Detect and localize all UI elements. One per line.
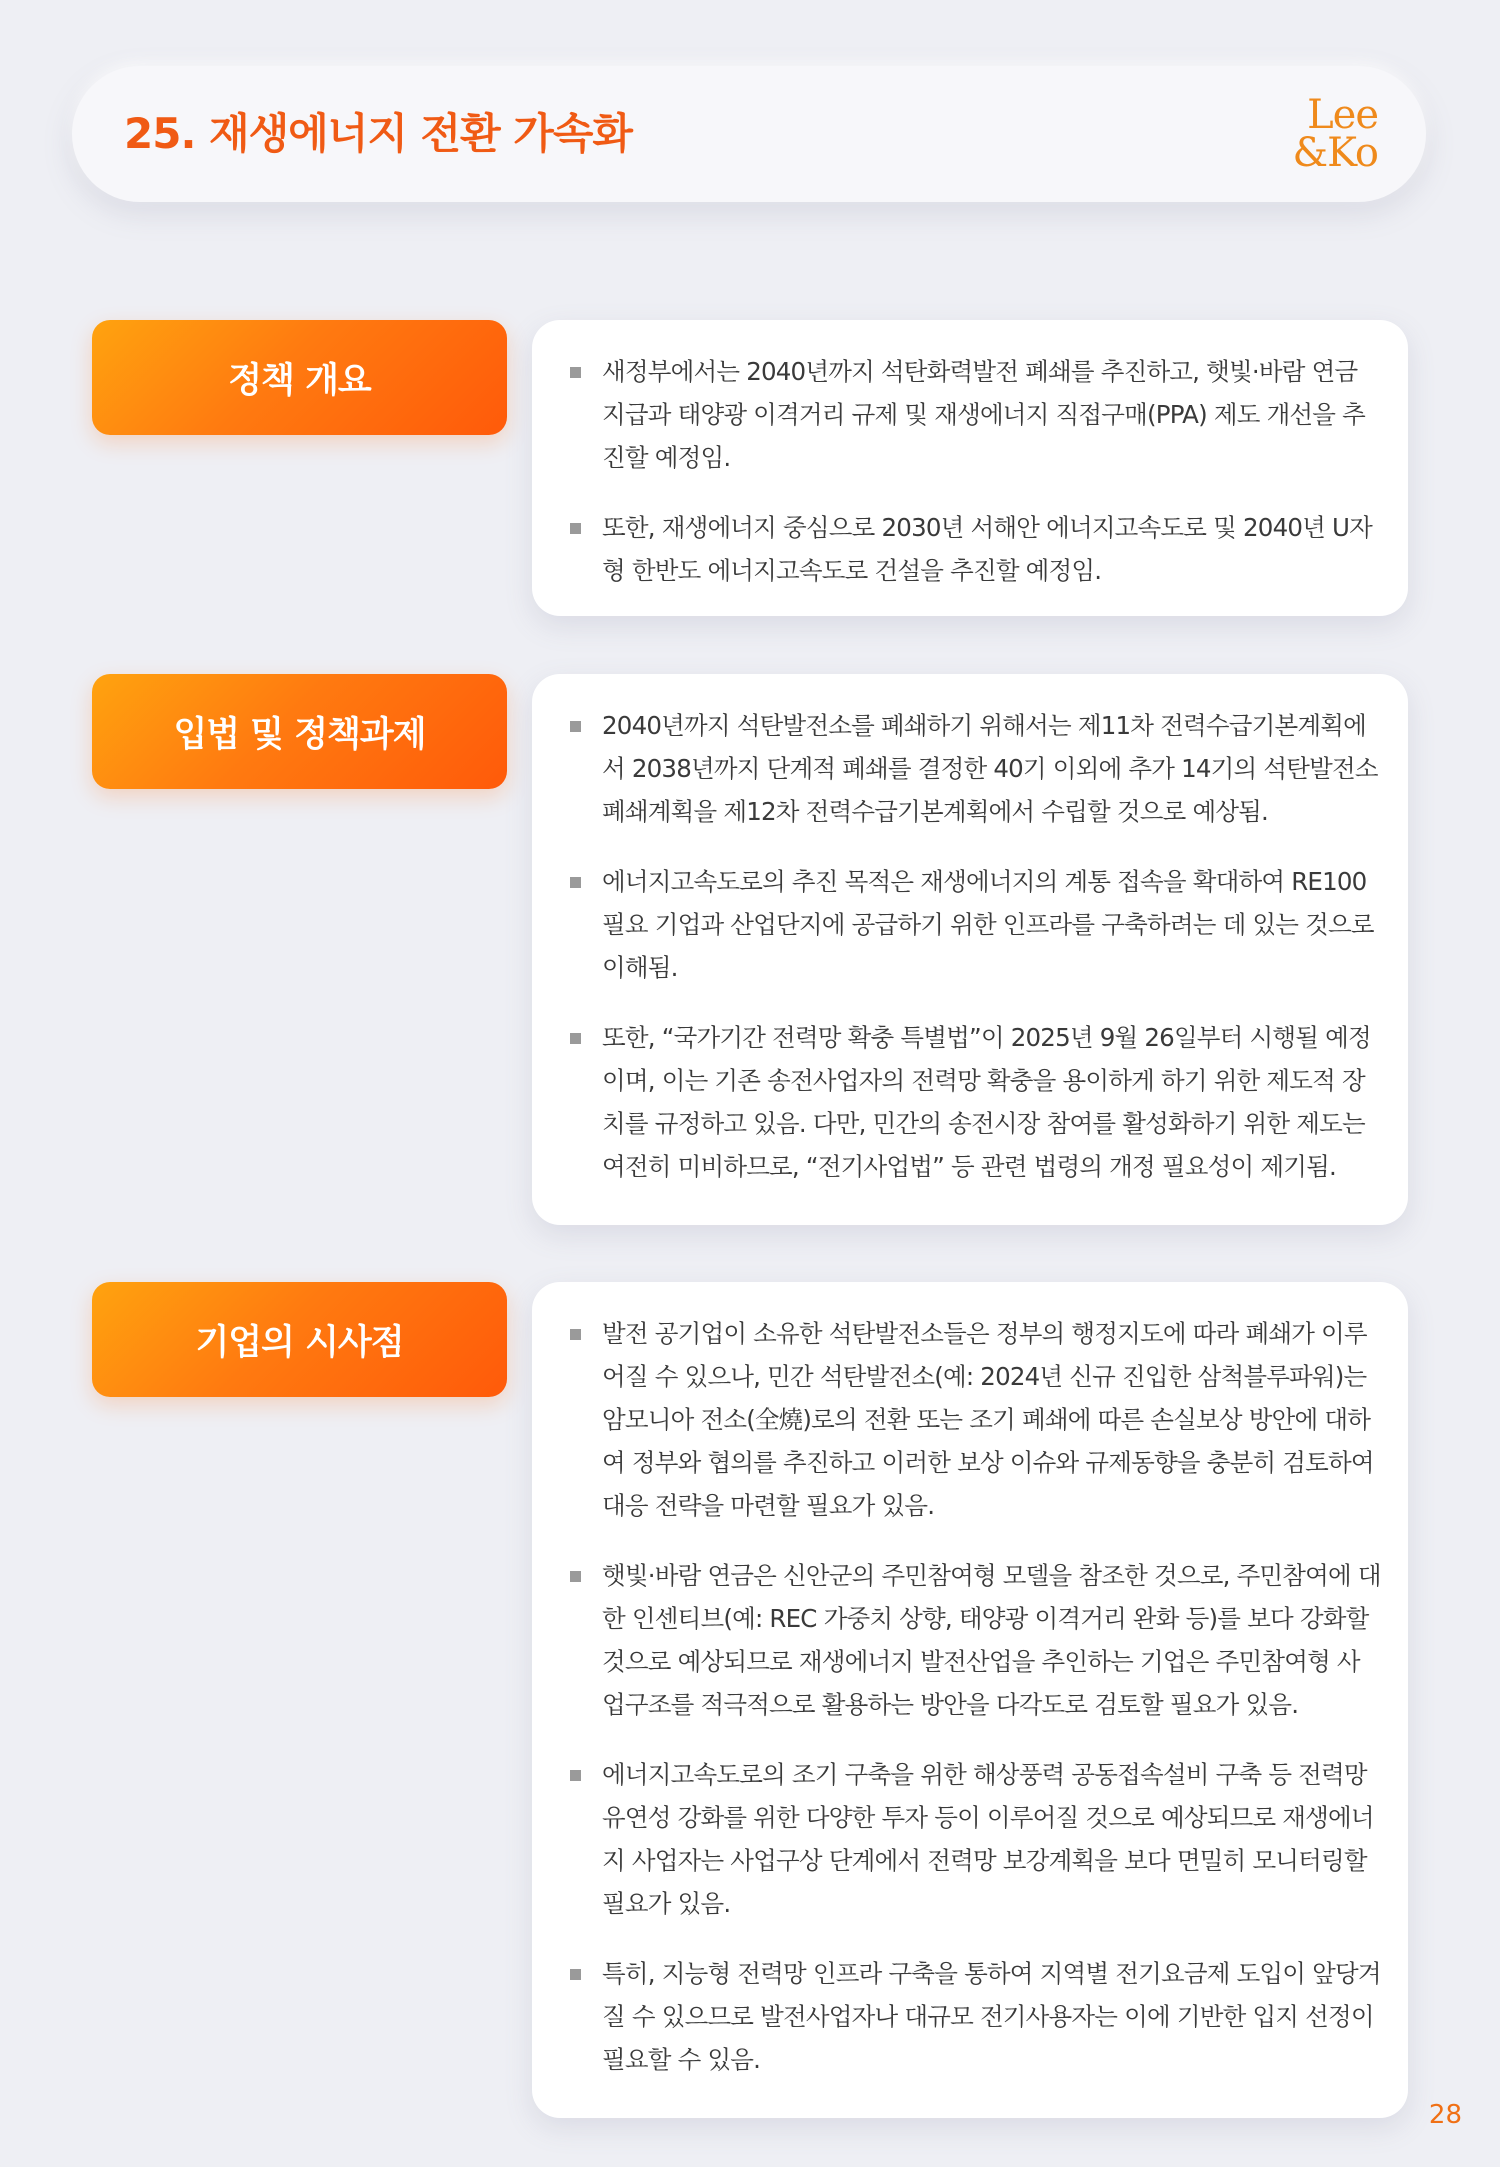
square-bullet-icon xyxy=(570,1329,581,1340)
card-policy-overview xyxy=(532,320,1408,616)
bullet-item: 또한, 재생에너지 중심으로 2030년 서해안 에너지고속도로 및 2040년 U자형 한반도 에너지고속도로 건설을 추진할 예정임. xyxy=(568,506,1382,592)
section-label-implications: 기업의 시사점 xyxy=(92,1282,507,1397)
square-bullet-icon xyxy=(570,367,581,378)
bullet-item: 특히, 지능형 전력망 인프라 구축을 통하여 지역별 전기요금제 도입이 앞당겨질 수 있으므로 발전사업자나 대규모 전기사용자는 이에 기반한 입지 선정이 필요할 수 있음. xyxy=(568,1952,1382,2081)
logo-line-1: Lee xyxy=(1307,92,1378,138)
bullet-item: 에너지고속도로의 조기 구축을 위한 해상풍력 공동접속설비 구축 등 전력망 유연성 강화를 위한 다양한 투자 등이 이루어질 것으로 예상되므로 재생에너지 사업자는 사업구상 단계에서 전력망 보강계획을 보다 면밀히 모니터링할 필요가 있음. xyxy=(568,1753,1382,1925)
square-bullet-icon xyxy=(570,1033,581,1044)
bullet-item: 2040년까지 석탄발전소를 폐쇄하기 위해서는 제11차 전력수급기본계획에서 2038년까지 단계적 폐쇄를 결정한 40기 이외에 추가 14기의 석탄발전소 폐쇄계획을 제12차 전력수급기본계획에서 수립할 것으로 예상됨. xyxy=(568,704,1382,833)
section-label-policy-overview: 정책 개요 xyxy=(92,320,507,435)
bullet-item: 또한, “국가기간 전력망 확충 특별법”이 2025년 9월 26일부터 시행될 예정이며, 이는 기존 송전사업자의 전력망 확충을 용이하게 하기 위한 제도적 장치를 규정하고 있음. 다만, 민간의 송전시장 참여를 활성화하기 위한 제도는 여전히 미비하므로, “전기사업법” 등 관련 법령의 개정 필요성이 제기됨. xyxy=(568,1016,1382,1188)
square-bullet-icon xyxy=(570,877,581,888)
logo-line-2: &Ko xyxy=(1292,130,1378,176)
bullet-item: 새정부에서는 2040년까지 석탄화력발전 폐쇄를 추진하고, 햇빛·바람 연금 지급과 태양광 이격거리 규제 및 재생에너지 직접구매(PPA) 제도 개선을 추진할 예정임. xyxy=(568,350,1382,479)
square-bullet-icon xyxy=(570,1770,581,1781)
card-legislation xyxy=(532,674,1408,1225)
square-bullet-icon xyxy=(570,1969,581,1980)
page-number: 28 xyxy=(1428,2100,1462,2130)
lee-ko-logo xyxy=(1268,94,1378,178)
section-label-legislation: 입법 및 정책과제 xyxy=(92,674,507,789)
page-title: 25. 재생에너지 전환 가속화 xyxy=(124,109,632,158)
square-bullet-icon xyxy=(570,1571,581,1582)
square-bullet-icon xyxy=(570,721,581,732)
page-header xyxy=(72,66,1426,202)
square-bullet-icon xyxy=(570,523,581,534)
card-implications xyxy=(532,1282,1408,2118)
bullet-item: 햇빛·바람 연금은 신안군의 주민참여형 모델을 참조한 것으로, 주민참여에 대한 인센티브(예: REC 가중치 상향, 태양광 이격거리 완화 등)를 보다 강화할 것으로 예상되므로 재생에너지 발전산업을 추인하는 기업은 주민참여형 사업구조를 적극적으로 활용하는 방안을 다각도로 검토할 필요가 있음. xyxy=(568,1554,1382,1726)
bullet-item: 발전 공기업이 소유한 석탄발전소들은 정부의 행정지도에 따라 폐쇄가 이루어질 수 있으나, 민간 석탄발전소(예: 2024년 신규 진입한 삼척블루파워)는 암모니아 전소(全燒)로의 전환 또는 조기 폐쇄에 따른 손실보상 방안에 대하여 정부와 협의를 추진하고 이러한 보상 이슈와 규제동향을 충분히 검토하여 대응 전략을 마련할 필요가 있음. xyxy=(568,1312,1382,1527)
bullet-item: 에너지고속도로의 추진 목적은 재생에너지의 계통 접속을 확대하여 RE100 필요 기업과 산업단지에 공급하기 위한 인프라를 구축하려는 데 있는 것으로 이해됨. xyxy=(568,860,1382,989)
